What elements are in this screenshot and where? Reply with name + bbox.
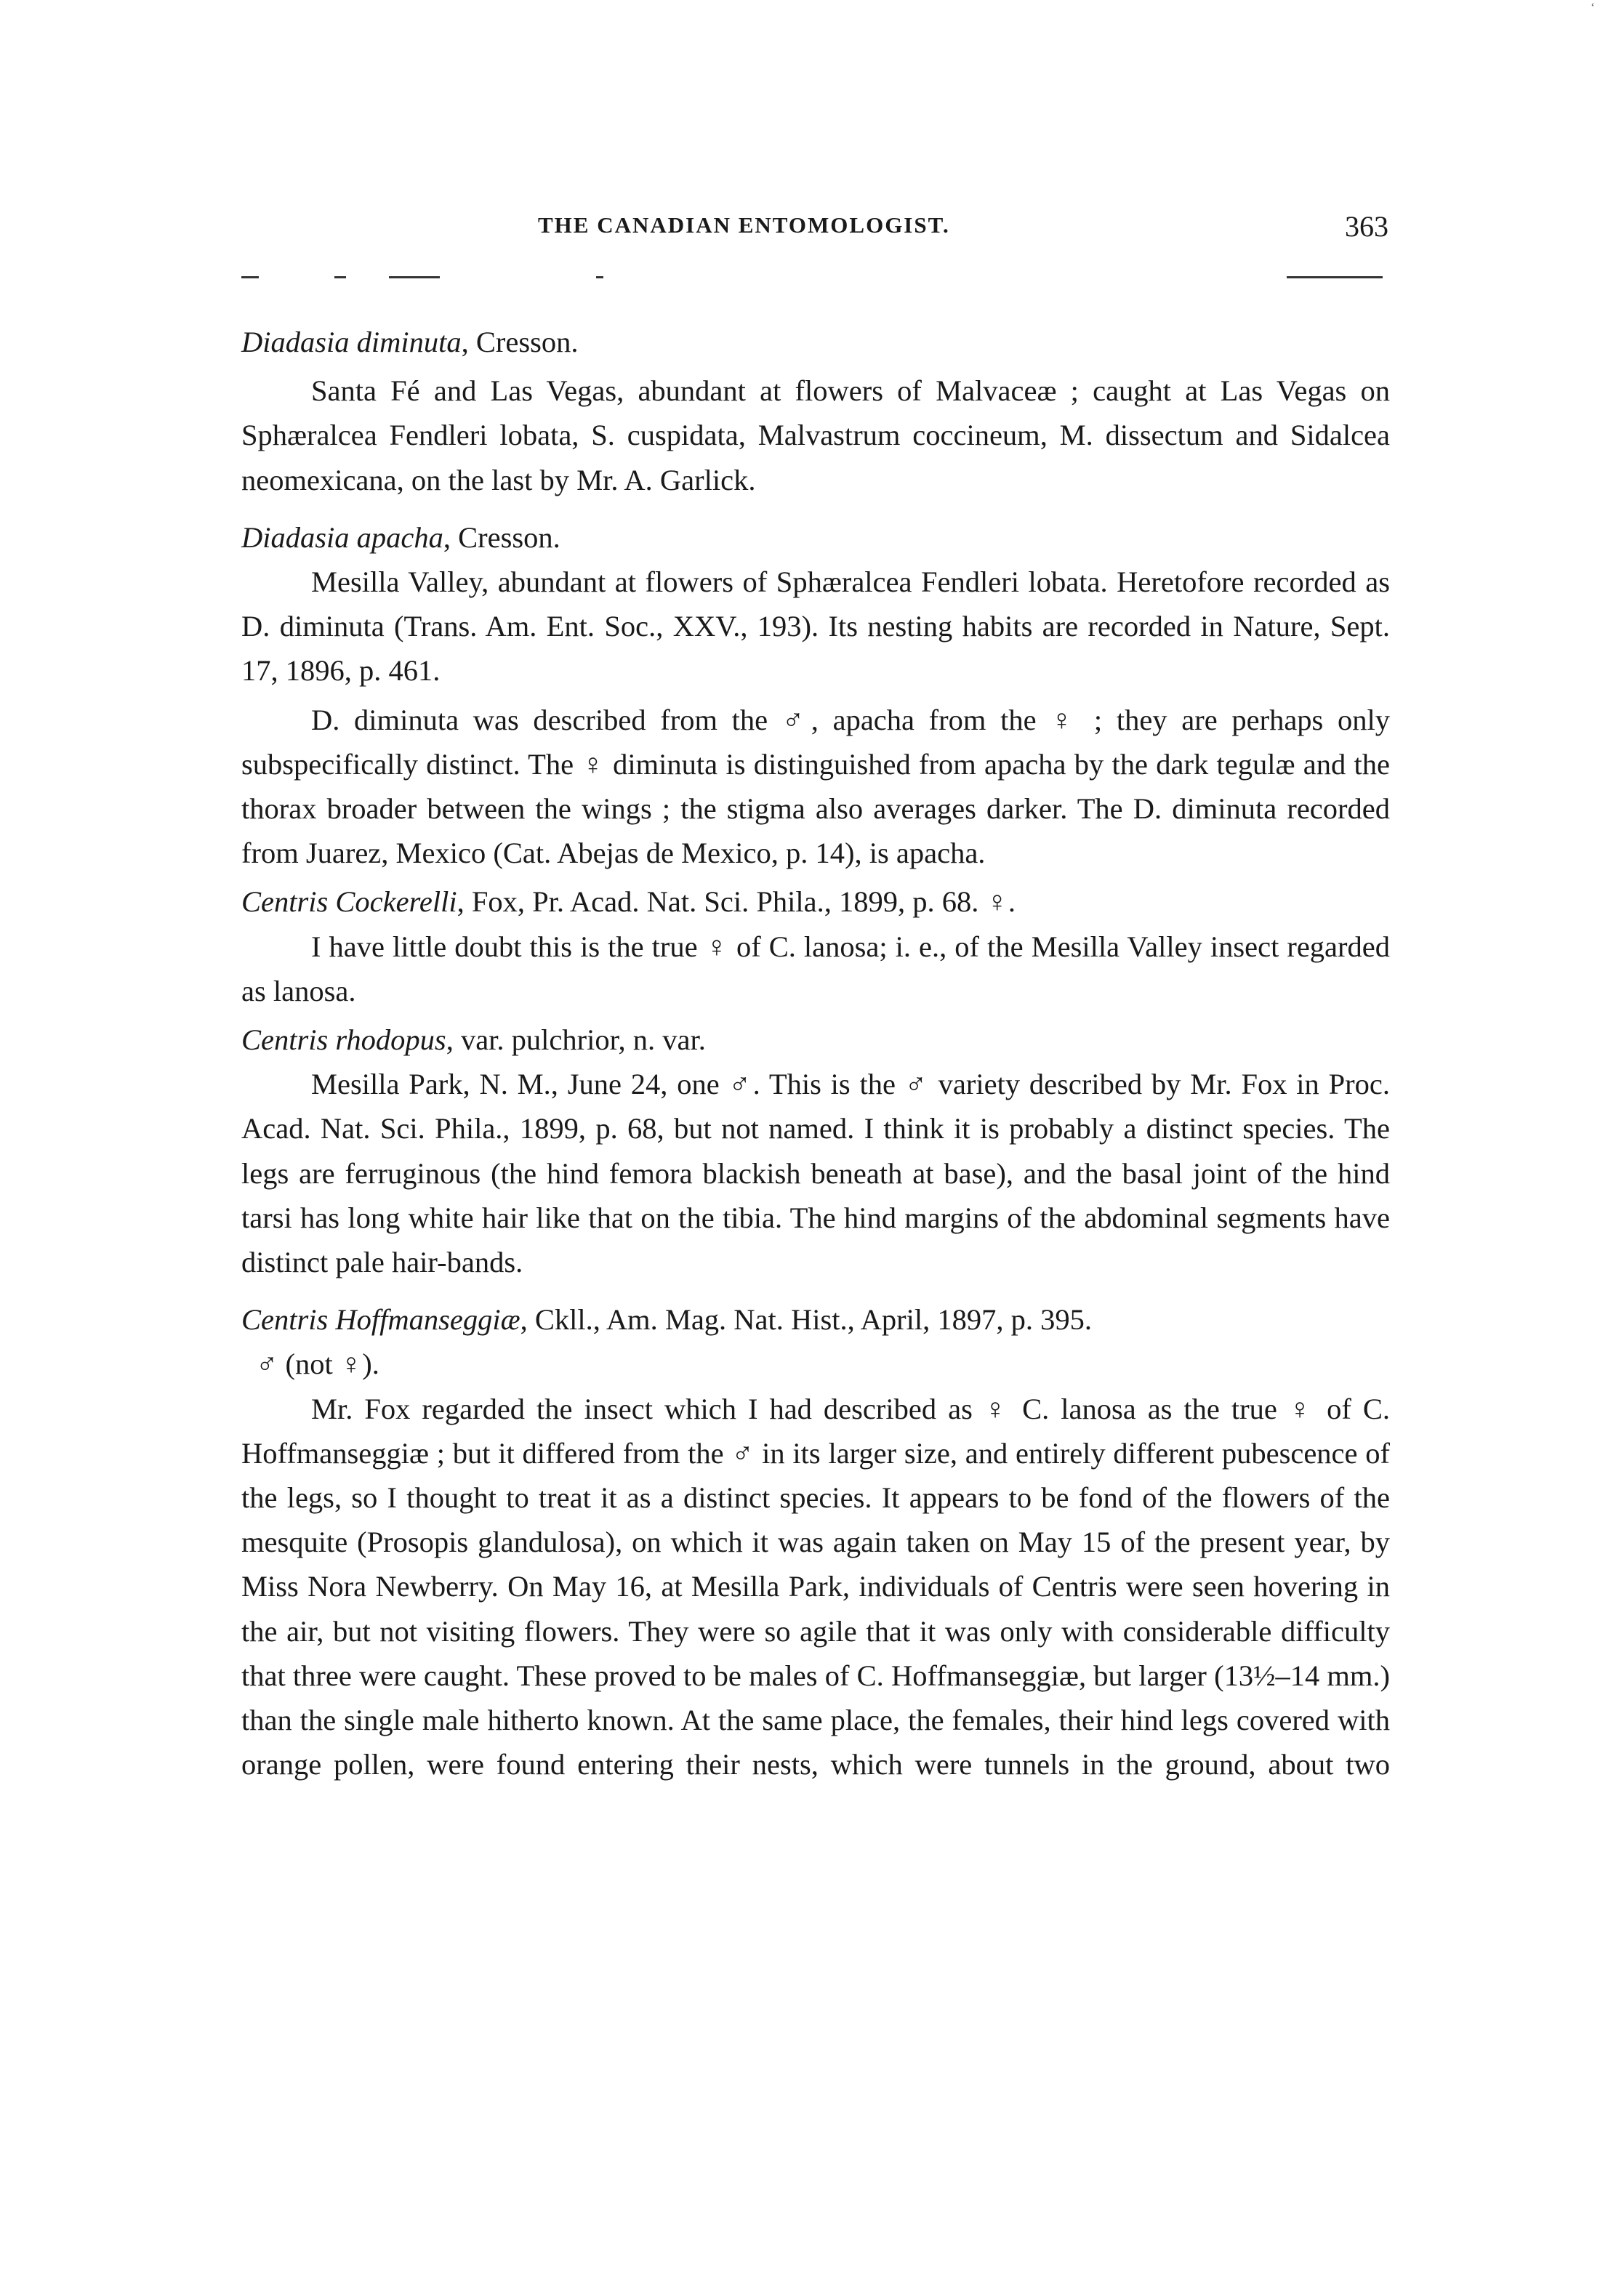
species-author: , Cresson. [443,520,560,554]
header-rule [389,276,440,278]
species-author: , Cresson. [461,326,579,358]
species-author: , var. pulchrior, n. var. [446,1023,706,1057]
species-paragraph: Mesilla Park, N. M., June 24, one ♂. This is the ♂ variety described by Mr. Fox in Proc. Acad. Nat. Sci. Phila., 1899, p. 68, but not named. I think it is probably a distinct species. The legs are ferruginous (the hind femora blackish beneath at base), and the basal joint of the hind tarsi has long white hair like that on the tibia. The hind margins of the abdominal segments have distinct pale hair-bands. [241,1068,1390,1279]
header-rule [241,276,259,278]
species-name: Centris Hoffmanseggiæ [241,1303,520,1337]
species-heading [241,1018,1390,1062]
body-text [241,320,1390,1787]
page-number: 363 [1345,210,1388,243]
journal-title: THE CANADIAN ENTOMOLOGIST. [538,212,950,238]
sex-note: ♂ (not ♀). [256,1348,379,1381]
running-head [240,212,1388,249]
species-heading [241,320,1390,364]
species-heading [241,515,1390,560]
species-heading [241,1297,1390,1342]
header-rule [596,276,603,278]
species-paragraph: Mr. Fox regarded the insect which I had described as ♀ C. lanosa as the true ♀ of C. Hoffmanseggiæ ; but it differed from the ♂ in its larger size, and entirely different pubescence of the legs, so I thought to treat it as a distinct species. It appears to be fond of the flowers of the mesquite (Prosopis glandulosa), on which it was again taken on May 15 of the present year, by Miss Nora Newberry. On May 16, at Mesilla Park, individuals of Centris were seen hovering in the air, but not visiting flowers. They were so agile that it was only with considerable difficulty that three were caught. These proved to be males of C. Hoffmanseggiæ, but larger (13½–14 mm.) than the single male hitherto known. At the same place, the females, their hind legs covered with orange pollen, were found entering their nests, which were tunnels in the ground, about two [241,1392,1390,1781]
species-paragraph: I have little doubt this is the true ♀ of C. lanosa; i. e., of the Mesilla Valley insect regarded as lanosa. [241,930,1390,1007]
species-heading [241,879,1390,924]
species-paragraph: Santa Fé and Las Vegas, abundant at flowers of Malvaceæ ; caught at Las Vegas on Sphæralcea Fendleri lobata, S. cuspidata, Malvastrum coccineum, M. dissectum and Sidalcea neomexicana, on the last by Mr. A. Garlick. [241,374,1390,496]
corner-mark: ‘ [1591,0,1595,15]
species-author: , Fox, Pr. Acad. Nat. Sci. Phila., 1899, p. 68. ♀. [457,885,1016,919]
species-name: Diadasia apacha [241,520,443,554]
species-name: Centris Cockerelli [241,885,457,919]
header-rule [1287,276,1383,278]
species-author: , Ckll., Am. Mag. Nat. Hist., April, 1897, p. 395. [520,1303,1093,1337]
species-paragraph: Mesilla Valley, abundant at flowers of Sphæralcea Fendleri lobata. Heretofore recorded as D. diminuta (Trans. Am. Ent. Soc., XXV., 193). Its nesting habits are recorded in Nature, Sept. 17, 1896, p. 461. [241,565,1390,688]
species-name: Centris rhodopus [241,1023,446,1057]
header-rule [334,276,346,278]
species-name: Diadasia diminuta [241,326,462,358]
species-paragraph: D. diminuta was described from the ♂, apacha from the ♀ ; they are perhaps only subspecifically distinct. The ♀ diminuta is distinguished from apacha by the dark tegulæ and the thorax broader between the wings ; the stigma also averages darker. The D. diminuta recorded from Juarez, Mexico (Cat. Abejas de Mexico, p. 14), is apacha. [241,703,1390,870]
